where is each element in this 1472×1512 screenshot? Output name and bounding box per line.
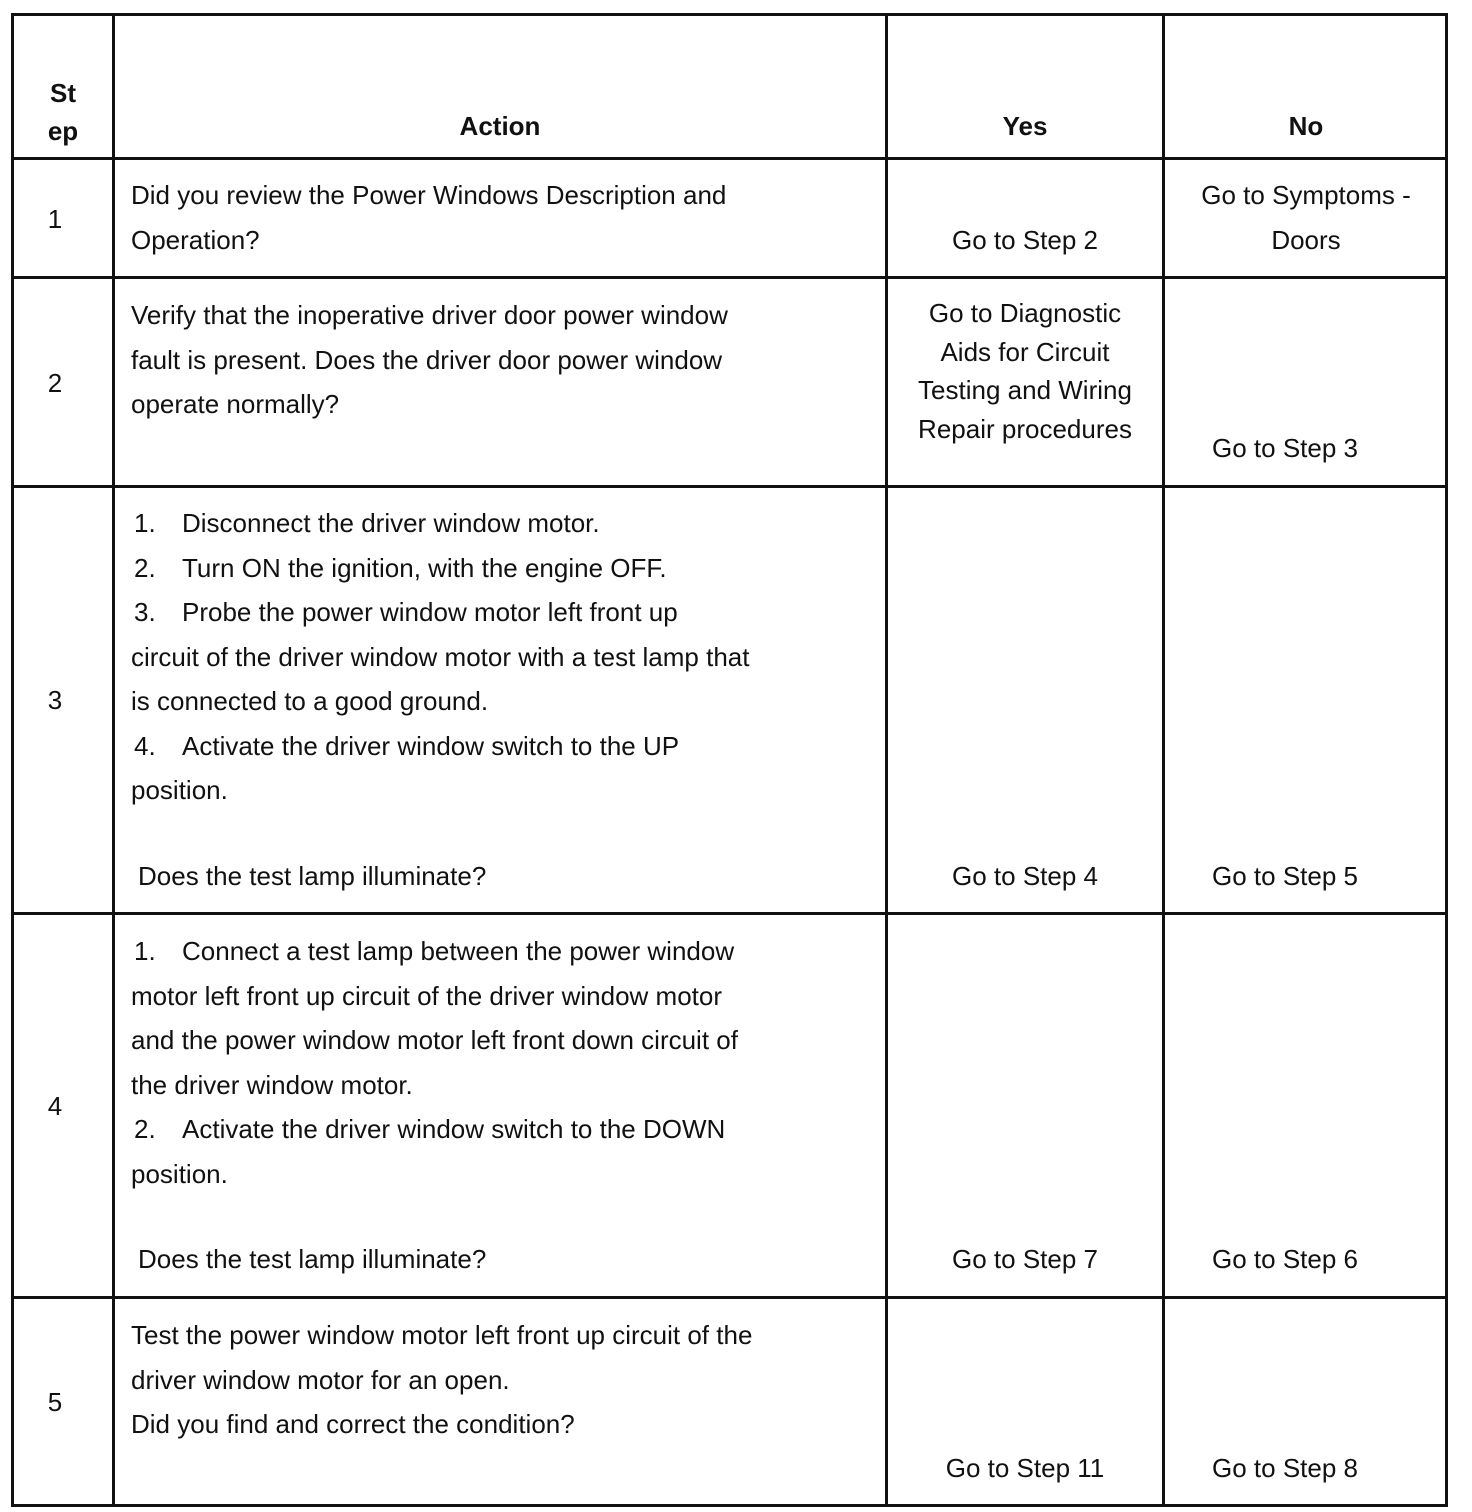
result-line: Go to Diagnostic [928, 298, 1122, 328]
list-number: 4. [134, 730, 156, 761]
no-result: Go to Step 5 [1212, 861, 1358, 891]
result-line: Repair procedures [918, 413, 1132, 444]
action-line: position. [131, 1158, 228, 1189]
result-line: Go to Symptoms - [1201, 180, 1411, 210]
list-text: Activate the driver window switch to the UP [182, 730, 680, 761]
row-divider [11, 276, 1448, 279]
header-action: Action [459, 111, 541, 141]
no-result: Go to Step 8 [1212, 1453, 1358, 1483]
yes-result: Go to Step 11 [945, 1453, 1105, 1483]
action-text [131, 1313, 752, 1447]
result-line: Aids for Circuit [940, 336, 1110, 367]
list-number: 1. [134, 508, 156, 538]
action-line [131, 501, 749, 546]
yes-result: Go to Step 2 [952, 225, 1098, 255]
yes-result [889, 294, 1161, 448]
list-text: Disconnect the driver window motor. [182, 508, 600, 538]
row-divider [11, 912, 1448, 915]
no-result: Go to Step 3 [1212, 433, 1358, 463]
row-divider [11, 485, 1448, 488]
list-number: 2. [134, 1114, 156, 1144]
list-number: 2. [134, 552, 156, 583]
action-line: Test the power window motor left front up circuit of the [131, 1320, 753, 1350]
action-line: operate normally? [131, 389, 340, 419]
column-divider [1162, 13, 1165, 1507]
action-line [131, 929, 738, 974]
action-line: Verify that the inoperative driver door power window [131, 300, 728, 330]
header-step-line-1: St [50, 78, 76, 108]
action-line: fault is present. Does the driver door power window [131, 344, 723, 375]
action-line: Did you find and correct the condition? [131, 1409, 575, 1439]
action-text [131, 173, 726, 262]
action-line: motor left front up circuit of the driver window motor [131, 980, 723, 1011]
step-number: 5 [47, 1387, 63, 1417]
action-text [131, 501, 749, 813]
list-text: Probe the power window motor left front up [182, 597, 678, 627]
yes-result: Go to Step 4 [952, 861, 1098, 891]
step-number: 3 [47, 685, 63, 715]
action-line [131, 590, 749, 635]
action-line: position. [131, 775, 228, 805]
action-line: and the power window motor left front down circuit of [131, 1025, 738, 1055]
action-line [131, 1107, 738, 1152]
action-line: the driver window motor. [131, 1069, 413, 1100]
action-line: circuit of the driver window motor with a test lamp that [131, 641, 750, 672]
result-line: Testing and Wiring [918, 375, 1132, 405]
result-line: Doors [1271, 224, 1341, 255]
header-no: No [1288, 111, 1324, 141]
action-question: Does the test lamp illuminate? [138, 1244, 487, 1274]
list-text: Connect a test lamp between the power window [182, 936, 735, 966]
step-number: 2 [47, 368, 63, 398]
header-step-line-2: ep [47, 116, 79, 146]
action-line: Did you review the Power Windows Description and [131, 180, 727, 210]
step-number: 4 [47, 1091, 63, 1121]
step-number: 1 [47, 204, 63, 234]
list-text: Turn ON the ignition, with the engine OFF. [182, 552, 667, 583]
yes-result: Go to Step 7 [952, 1244, 1098, 1274]
row-divider [11, 157, 1448, 160]
header-yes: Yes [1002, 111, 1048, 141]
action-text [131, 929, 738, 1196]
column-divider [885, 13, 888, 1507]
action-text [131, 293, 728, 427]
list-number: 3. [134, 597, 156, 627]
action-question: Does the test lamp illuminate? [138, 861, 487, 891]
action-line [131, 546, 749, 591]
column-divider [112, 13, 115, 1507]
list-text: Activate the driver window switch to the DOWN [182, 1114, 726, 1144]
no-result: Go to Step 6 [1212, 1244, 1358, 1274]
header-step [14, 74, 112, 150]
action-line: Operation? [131, 224, 260, 255]
row-divider [11, 1296, 1448, 1299]
no-result [1166, 173, 1446, 262]
action-line: is connected to a good ground. [131, 686, 489, 716]
list-number: 1. [134, 936, 156, 966]
action-line: driver window motor for an open. [131, 1364, 510, 1395]
action-line [131, 724, 749, 769]
